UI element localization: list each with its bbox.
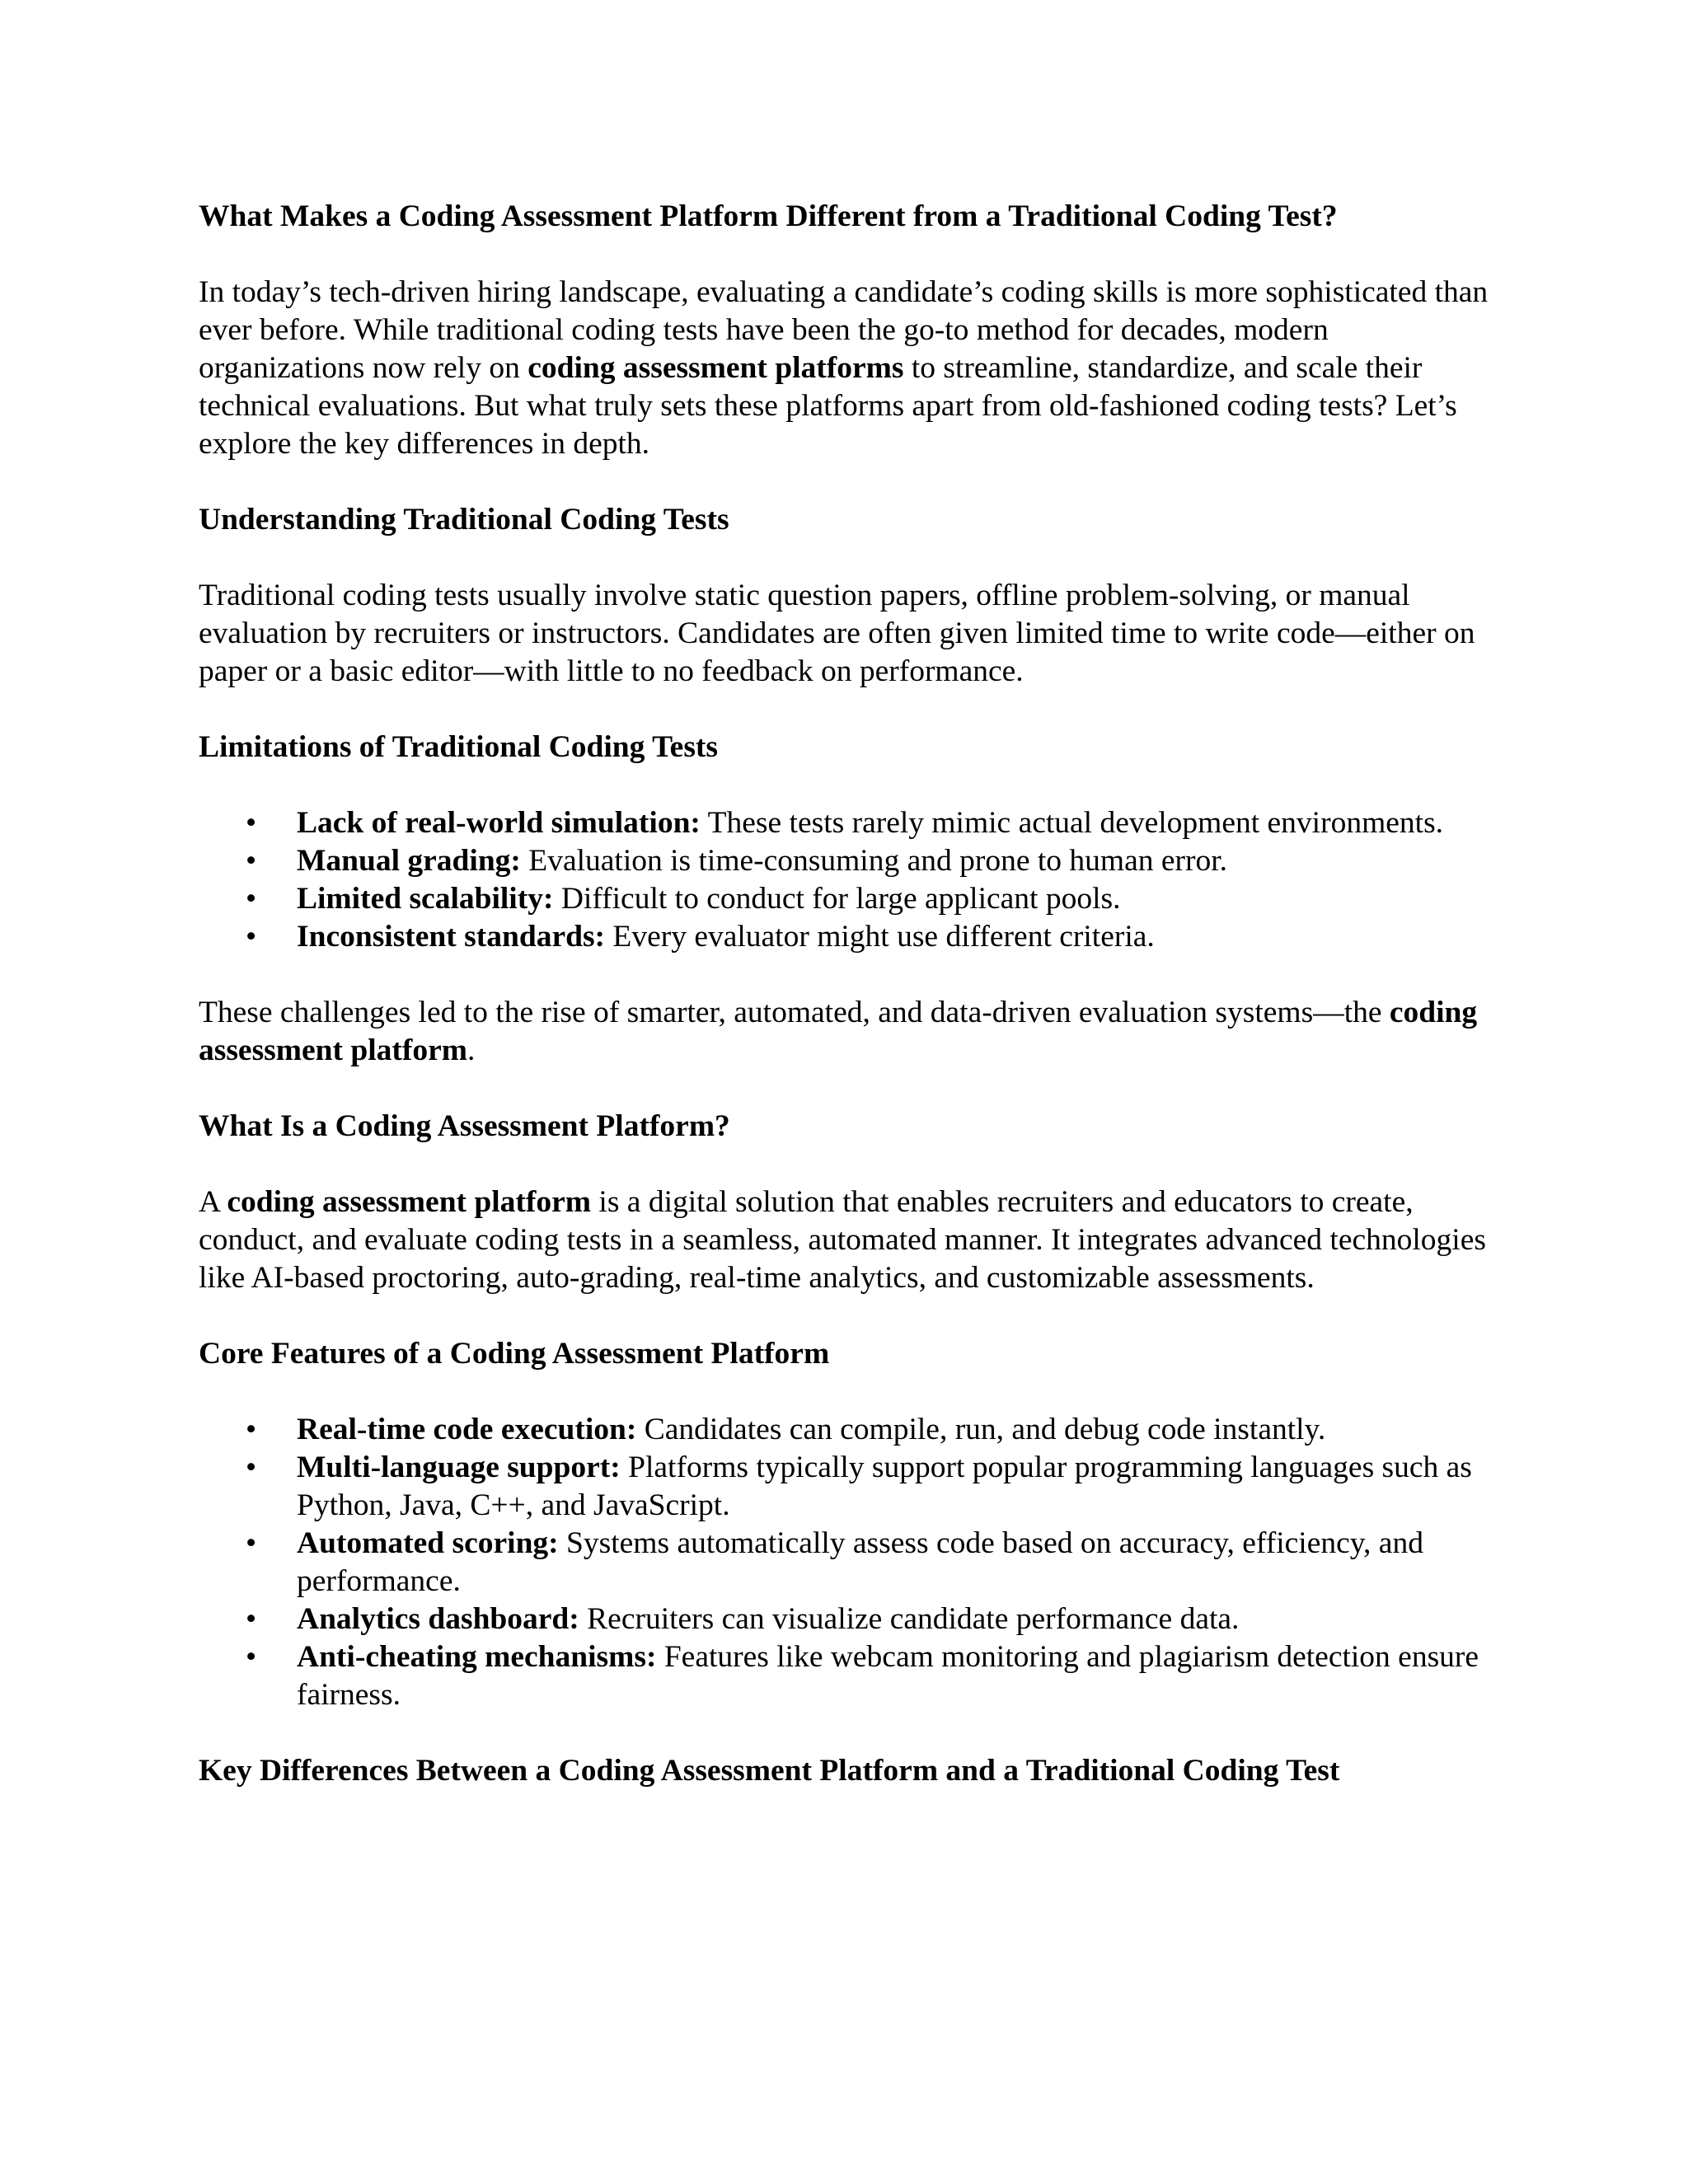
list-item [199, 804, 1501, 842]
bullet-icon: • [246, 1526, 257, 1560]
list-item-label: Analytics dashboard: [297, 1602, 579, 1636]
what-is-text-1: A [199, 1185, 227, 1219]
list-item-text: Every evaluator might use different criteria. [605, 920, 1155, 954]
intro-bold-term: coding assessment platforms [528, 351, 904, 385]
bullet-icon: • [246, 844, 257, 878]
list-item-text: Systems automatically assess code based on accuracy, efficiency, and performance. [297, 1526, 1423, 1598]
bullet-icon: • [246, 1640, 257, 1674]
what-is-bold-term: coding assessment platform [227, 1185, 592, 1219]
list-item [199, 1525, 1501, 1601]
list-item [199, 918, 1501, 956]
list-item-label: Lack of real-world simulation: [297, 806, 701, 840]
list-item-label: Limited scalability: [297, 882, 554, 916]
features-list [199, 1411, 1501, 1714]
list-item-label: Manual grading: [297, 844, 521, 878]
heading-features: Core Features of a Coding Assessment Platform [199, 1337, 830, 1371]
bullet-icon: • [246, 1451, 257, 1484]
list-item-label: Inconsistent standards: [297, 920, 606, 954]
bullet-icon: • [246, 920, 257, 954]
limitations-list [199, 804, 1501, 956]
heading-what-is: What Is a Coding Assessment Platform? [199, 1109, 730, 1143]
list-item-label: Automated scoring: [297, 1526, 559, 1560]
list-item [199, 1638, 1501, 1714]
understanding-paragraph: Traditional coding tests usually involve static question papers, offline problem-solving, or manual evaluation by recruiters or instructors. Candidates are often given limited time to write code—either on paper or a basic editor—with little to no feedback on performance. [199, 579, 1475, 688]
what-is-paragraph [199, 1183, 1501, 1297]
bullet-icon: • [246, 1413, 257, 1446]
challenges-bold-term: coding assessment platform [199, 996, 1478, 1067]
list-item-text: Evaluation is time-consuming and prone to human error. [520, 844, 1228, 878]
bullet-icon: • [246, 1602, 257, 1636]
list-item-label: Anti-cheating mechanisms: [297, 1640, 657, 1674]
list-item-text: These tests rarely mimic actual development environments. [700, 806, 1444, 840]
list-item [199, 842, 1501, 880]
list-item [199, 1601, 1501, 1638]
list-item-label: Multi-language support: [297, 1451, 621, 1484]
challenges-text-2: . [467, 1033, 476, 1067]
heading-understanding: Understanding Traditional Coding Tests [199, 503, 729, 537]
intro-text-2: to streamline, standardize, and scale their technical evaluations. But what truly sets these platforms apart from old-fashioned coding tests? Let’s explore the key differences in depth. [199, 351, 1457, 461]
list-item-text: Features like webcam monitoring and plagiarism detection ensure fairness. [297, 1640, 1479, 1712]
list-item [199, 1411, 1501, 1449]
intro-paragraph [199, 274, 1501, 463]
heading-limitations: Limitations of Traditional Coding Tests [199, 730, 718, 764]
challenges-text-1: These challenges led to the rise of smarter, automated, and data-driven evaluation systems—the [199, 996, 1390, 1029]
list-item-text: Recruiters can visualize candidate performance data. [579, 1602, 1240, 1636]
list-item-text: Candidates can compile, run, and debug code instantly. [636, 1413, 1326, 1446]
intro-text-1: In today’s tech-driven hiring landscape, evaluating a candidate’s coding skills is more sophisticated than ever before. While traditional coding tests have been the go-to method for decades, modern organizations now rely on [199, 275, 1489, 385]
bullet-icon: • [246, 882, 257, 916]
list-item [199, 1449, 1501, 1525]
bullet-icon: • [246, 806, 257, 840]
list-item-text: Platforms typically support popular programming languages such as Python, Java, C++, and JavaScript. [297, 1451, 1472, 1522]
list-item-text: Difficult to conduct for large applicant pools. [553, 882, 1121, 916]
what-is-text-2: is a digital solution that enables recruiters and educators to create, conduct, and evaluate coding tests in a seamless, automated manner. It integrates advanced technologies like AI-based proctoring, auto-grading, real-time analytics, and customizable assessments. [199, 1185, 1486, 1295]
challenges-paragraph [199, 994, 1501, 1070]
list-item-label: Real-time code execution: [297, 1413, 637, 1446]
heading-differences: Key Differences Between a Coding Assessment Platform and a Traditional Coding Test [199, 1754, 1340, 1788]
document-title: What Makes a Coding Assessment Platform Different from a Traditional Coding Test? [199, 199, 1338, 233]
list-item [199, 880, 1501, 918]
document-page [199, 198, 1501, 1828]
